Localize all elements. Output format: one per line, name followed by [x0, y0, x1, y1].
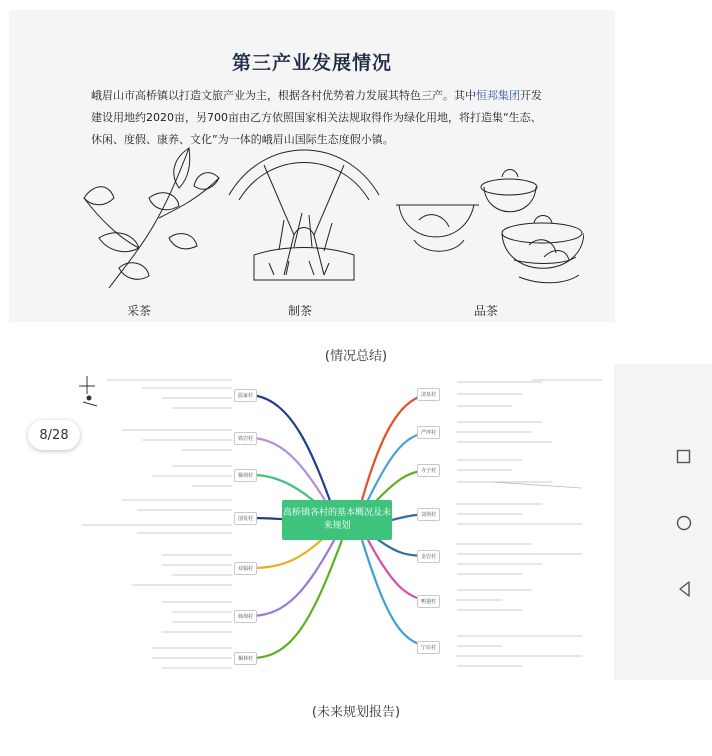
pointer-marks	[75, 372, 105, 412]
tea-making-sketch	[224, 135, 384, 285]
paragraph-text-a: 峨眉山市高桥镇以打造文旅产业为主，根据各村优势着力发展其特色三产。其中	[91, 89, 476, 102]
node-right-1: 清泉村	[417, 388, 440, 401]
branch-right-6	[367, 538, 434, 601]
side-panel	[614, 364, 712, 680]
node-left-2: 铁岩村	[234, 432, 257, 445]
node-right-2: 严坪村	[417, 426, 440, 439]
node-left-5: 双福村	[234, 562, 257, 575]
square-nav-icon[interactable]	[676, 449, 692, 465]
node-right-3: 寺子村	[417, 464, 440, 477]
node-right-7: 宁店村	[417, 641, 440, 654]
node-right-6: 鸭翅村	[417, 595, 440, 608]
slide-title: 第三产业发展情况	[231, 52, 392, 74]
node-left-7: 桐林村	[234, 652, 257, 665]
tea-tasting-sketch	[394, 165, 584, 295]
slide-tertiary-industry	[9, 10, 615, 322]
node-left-1: 温家村	[234, 389, 257, 402]
mindmap-center-node: 高桥镇各村的基本概况及未来规划	[282, 500, 392, 540]
page-indicator-badge[interactable]: 8/28	[28, 420, 80, 450]
paragraph-text-b: 开发建设用地约2020亩，另700亩由乙方依照国家相关法规取得作为绿化用地，将打造集“生态、休闲、度假、康养、文化”为一体的峨眉山国际生态度假小镇。	[91, 89, 542, 146]
mindmap-slide	[62, 370, 614, 678]
branch-left-6	[252, 535, 337, 616]
node-right-4: 刘坝村	[417, 508, 440, 521]
tea-picking-sketch	[79, 138, 229, 293]
caption-future-plan: (未来规划报告)	[311, 705, 401, 720]
branch-right-1	[362, 394, 432, 500]
node-right-5: 金岩村	[417, 550, 440, 563]
back-triangle-icon[interactable]	[677, 580, 693, 598]
caption-summary: (情况总结)	[324, 349, 388, 364]
node-left-6: 韩坝村	[234, 610, 257, 623]
label-making: 制茶	[288, 304, 313, 318]
circle-nav-icon[interactable]	[675, 514, 693, 532]
node-left-3: 梯坝村	[234, 469, 257, 482]
node-left-4: 国发村	[234, 512, 257, 525]
paragraph-highlight: 恒邦集团	[476, 89, 520, 102]
label-tasting: 品茶	[474, 304, 499, 318]
label-picking: 采茶	[127, 304, 152, 318]
